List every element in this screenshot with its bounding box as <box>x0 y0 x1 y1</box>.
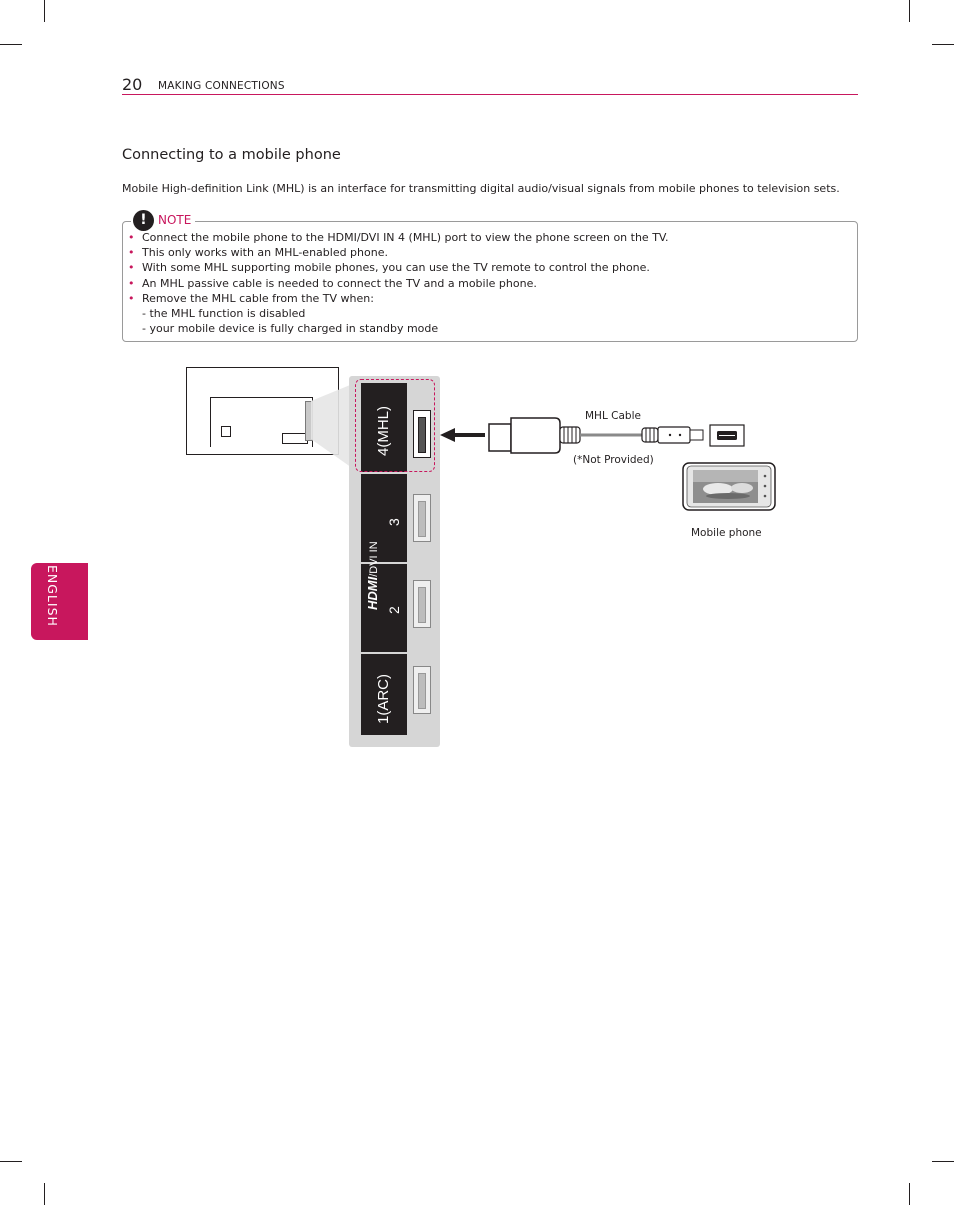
crop-mark <box>932 1161 954 1162</box>
note-sub-item: - your mobile device is fully charged in standby mode <box>142 322 439 336</box>
crop-mark <box>0 1161 22 1162</box>
bullet-icon: • <box>128 246 135 260</box>
port-label-2: 2 <box>386 606 402 614</box>
not-provided-note: (*Not Provided) <box>573 454 654 466</box>
dvi-in-label: /DVI IN <box>368 541 380 577</box>
list-item <box>128 245 669 260</box>
note-item-text: Connect the mobile phone to the HDMI/DVI IN 4 (MHL) port to view the phone screen on the TV. <box>142 231 669 244</box>
connection-arrow <box>440 428 485 442</box>
hdmi-port-1 <box>413 666 431 714</box>
exclamation-icon: ! <box>133 210 154 231</box>
note-item-text: This only works with an MHL-enabled phone. <box>142 246 388 260</box>
tv-port-icon <box>221 426 231 437</box>
micro-usb-plug <box>642 427 703 443</box>
list-item <box>128 276 669 291</box>
note-item-text: Remove the MHL cable from the TV when: <box>142 291 374 305</box>
port-label-1: 1(ARC) <box>375 673 392 724</box>
note-box <box>122 211 858 342</box>
list-item <box>128 230 669 245</box>
port-label-4: 4(MHL) <box>375 405 392 456</box>
note-header <box>131 208 195 232</box>
note-sub-item: - the MHL function is disabled <box>142 307 306 321</box>
note-list <box>128 230 669 336</box>
bullet-icon: • <box>128 261 135 275</box>
bullet-icon: • <box>128 231 135 244</box>
bullet-icon: • <box>128 291 135 305</box>
port-label-3: 3 <box>386 518 402 526</box>
page-number: 20 <box>122 75 143 94</box>
list-item <box>128 260 669 275</box>
hdmi-port-2 <box>413 580 431 628</box>
bullet-icon: • <box>128 276 135 290</box>
hdmi-logo: HDMI <box>365 576 380 610</box>
phone-port-icon <box>710 425 744 446</box>
crop-mark <box>909 1183 910 1205</box>
page-header <box>122 76 858 95</box>
list-item <box>128 291 669 337</box>
language-tab-label: ENGLISH <box>45 565 60 627</box>
segment-divider <box>361 472 407 474</box>
crop-mark <box>44 0 45 22</box>
crop-mark <box>932 44 954 45</box>
note-label: NOTE <box>158 213 192 227</box>
mhl-cable-label: MHL Cable <box>585 410 641 422</box>
mobile-phone-illustration <box>683 463 775 510</box>
crop-mark <box>44 1183 45 1205</box>
tv-port-highlight <box>305 401 313 441</box>
intro-paragraph: Mobile High-definition Link (MHL) is an interface for transmitting digital audio/visual signals from mobile phones to television sets. <box>122 182 840 195</box>
segment-divider <box>361 652 407 654</box>
section-label: MAKING CONNECTIONS <box>158 80 285 92</box>
crop-mark <box>0 44 22 45</box>
section-heading: Connecting to a mobile phone <box>122 147 341 163</box>
hdmi-port-3 <box>413 494 431 542</box>
highlight-port-box <box>355 379 435 472</box>
note-item-text: With some MHL supporting mobile phones, you can use the TV remote to control the phone. <box>142 261 650 275</box>
note-item-text: An MHL passive cable is needed to connect the TV and a mobile phone. <box>142 276 537 290</box>
mobile-phone-label: Mobile phone <box>691 527 762 539</box>
hdmi-plug <box>489 418 580 453</box>
hdmi-dvi-label <box>364 541 382 610</box>
crop-mark <box>909 0 910 22</box>
